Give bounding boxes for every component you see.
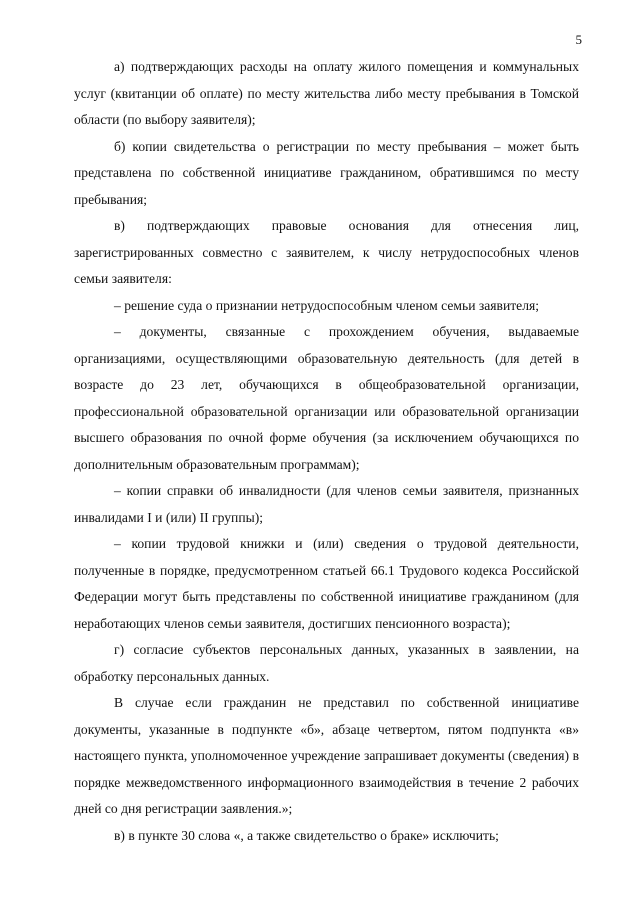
- list-item-education-documents: – документы, связанные с прохождением обучения, выдаваемые организациями, осуществляющими образовательную деятельность (для детей в возрасте до 23 лет, обучающихся в общеобразовательной организации, профессиональной образовательной организации или образовательной организации высшего образования по очной форме обучения (за исключением обучающихся по дополнительным образовательным программам);: [74, 324, 579, 472]
- list-item-disability-certificate: – копии справки об инвалидности (для членов семьи заявителя, признанных инвалидами I и (или) II группы);: [74, 483, 579, 525]
- document-body: [74, 54, 579, 849]
- paragraph-b-registration: б) копии свидетельства о регистрации по месту пребывания – может быть представлена по собственной инициативе гражданином, обратившимся по месту пребывания;: [74, 138, 579, 207]
- paragraph-interagency-request: В случае если гражданин не представил по собственной инициативе документы, указанные в подпункте «б», абзаце четвертом, пятом подпункта «в» настоящего пункта, уполномоченное учреждение запрашивает документы (сведения) в порядке межведомственного информационного взаимодействия в течение 2 рабочих дней со дня регистрации заявления.»;: [74, 695, 579, 816]
- paragraph-g-consent: г) согласие субъектов персональных данных, указанных в заявлении, на обработку персональных данных.: [74, 642, 579, 684]
- paragraph-a-expenses: а) подтверждающих расходы на оплату жилого помещения и коммунальных услуг (квитанции об оплате) по месту жительства либо месту пребывания в Томской области (по выбору заявителя);: [74, 59, 579, 127]
- list-item-court-decision: – решение суда о признании нетрудоспособным членом семьи заявителя;: [114, 297, 540, 313]
- paragraph-v-legal-grounds: в) подтверждающих правовые основания для отнесения лиц, зарегистрированных совместно с заявителем, к числу нетрудоспособных членов семьи заявителя:: [74, 218, 579, 286]
- list-item-employment-record: – копии трудовой книжки и (или) сведения о трудовой деятельности, полученные в порядке, предусмотренном статьей 66.1 Трудового кодекса Российской Федерации могут быть представлены по собственной инициативе гражданином (для неработающих членов семьи заявителя, достигших пенсионного возраста);: [74, 536, 579, 631]
- paragraph-v-point-30: в) в пункте 30 слова «, а также свидетельство о браке» исключить;: [114, 827, 499, 843]
- page-number: 5: [575, 32, 582, 47]
